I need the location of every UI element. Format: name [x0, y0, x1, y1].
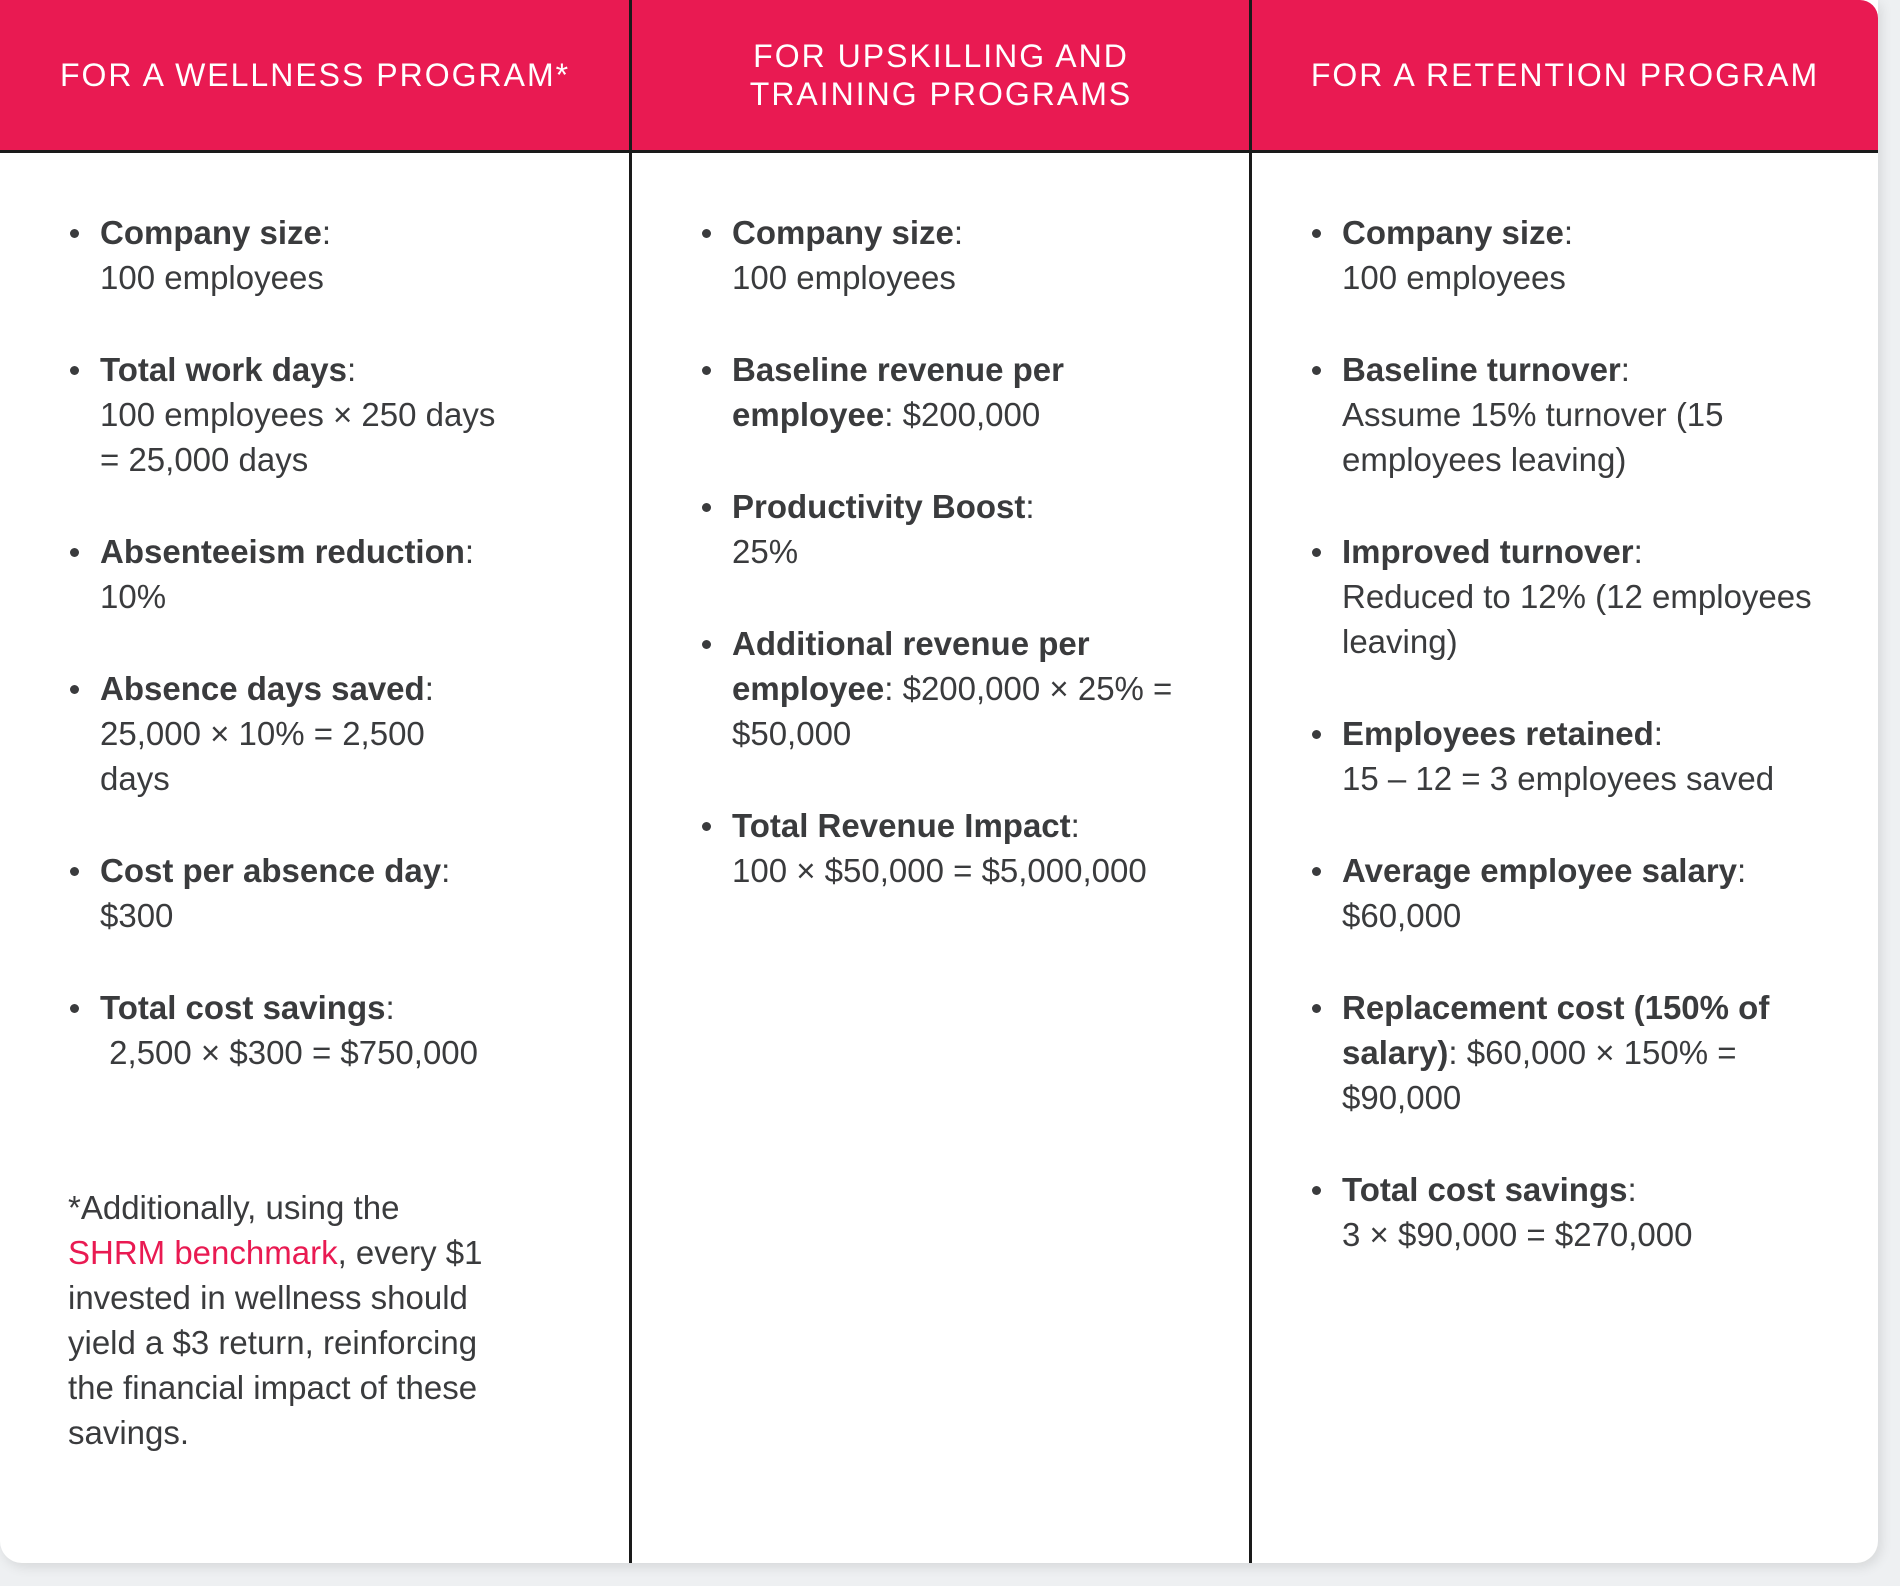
- list-item: Employees retained: 15 – 12 = 3 employees saved: [1312, 711, 1832, 801]
- list-item: Company size: 100 employees: [1312, 210, 1832, 300]
- header-upskilling-program: FOR UPSKILLING AND TRAINING PROGRAMS: [749, 38, 1133, 112]
- header-retention-program: FOR A RETENTION PROGRAM: [1310, 57, 1820, 93]
- list-item: Average employee salary: $60,000: [1312, 848, 1832, 938]
- header-wellness-program: FOR A WELLNESS PROGRAM*: [59, 57, 571, 93]
- list-item: Improved turnover: Reduced to 12% (12 employees leaving): [1312, 529, 1832, 664]
- list-item: Company size: 100 employees: [70, 210, 590, 300]
- wellness-footnote: *Additionally, using the SHRM benchmark, every $1 invested in wellness should yield a $3 return, reinforcing the financial impact of these savings.: [68, 1189, 483, 1451]
- list-item: Additional revenue per employee: $200,000 × 25% = $50,000: [702, 621, 1202, 756]
- list-item: Company size: 100 employees: [702, 210, 1202, 300]
- list-item: Baseline revenue per employee: $200,000: [702, 347, 1202, 437]
- list-item: Total cost savings: 2,500 × $300 = $750,000: [70, 985, 590, 1075]
- list-item: Total cost savings: 3 × $90,000 = $270,000: [1312, 1167, 1832, 1257]
- list-item: Cost per absence day: $300: [70, 848, 590, 938]
- upskilling-column: [702, 210, 1202, 940]
- list-item: Productivity Boost: 25%: [702, 484, 1202, 574]
- list-item: Replacement cost (150% of salary): $60,000 × 150% = $90,000: [1312, 985, 1832, 1120]
- wellness-column: [70, 210, 590, 1122]
- column-divider: [1249, 0, 1252, 1563]
- list-item: Absenteeism reduction: 10%: [70, 529, 590, 619]
- retention-column: [1312, 210, 1832, 1304]
- list-item: Baseline turnover: Assume 15% turnover (15 employees leaving): [1312, 347, 1832, 482]
- table-header: [0, 0, 1878, 153]
- column-divider: [629, 0, 632, 1563]
- list-item: Total Revenue Impact: 100 × $50,000 = $5,000,000: [702, 803, 1202, 893]
- list-item: Total work days: 100 employees × 250 days = 25,000 days: [70, 347, 590, 482]
- list-item: Absence days saved: 25,000 × 10% = 2,500 days: [70, 666, 590, 801]
- shrm-benchmark-link[interactable]: SHRM benchmark: [68, 1234, 338, 1271]
